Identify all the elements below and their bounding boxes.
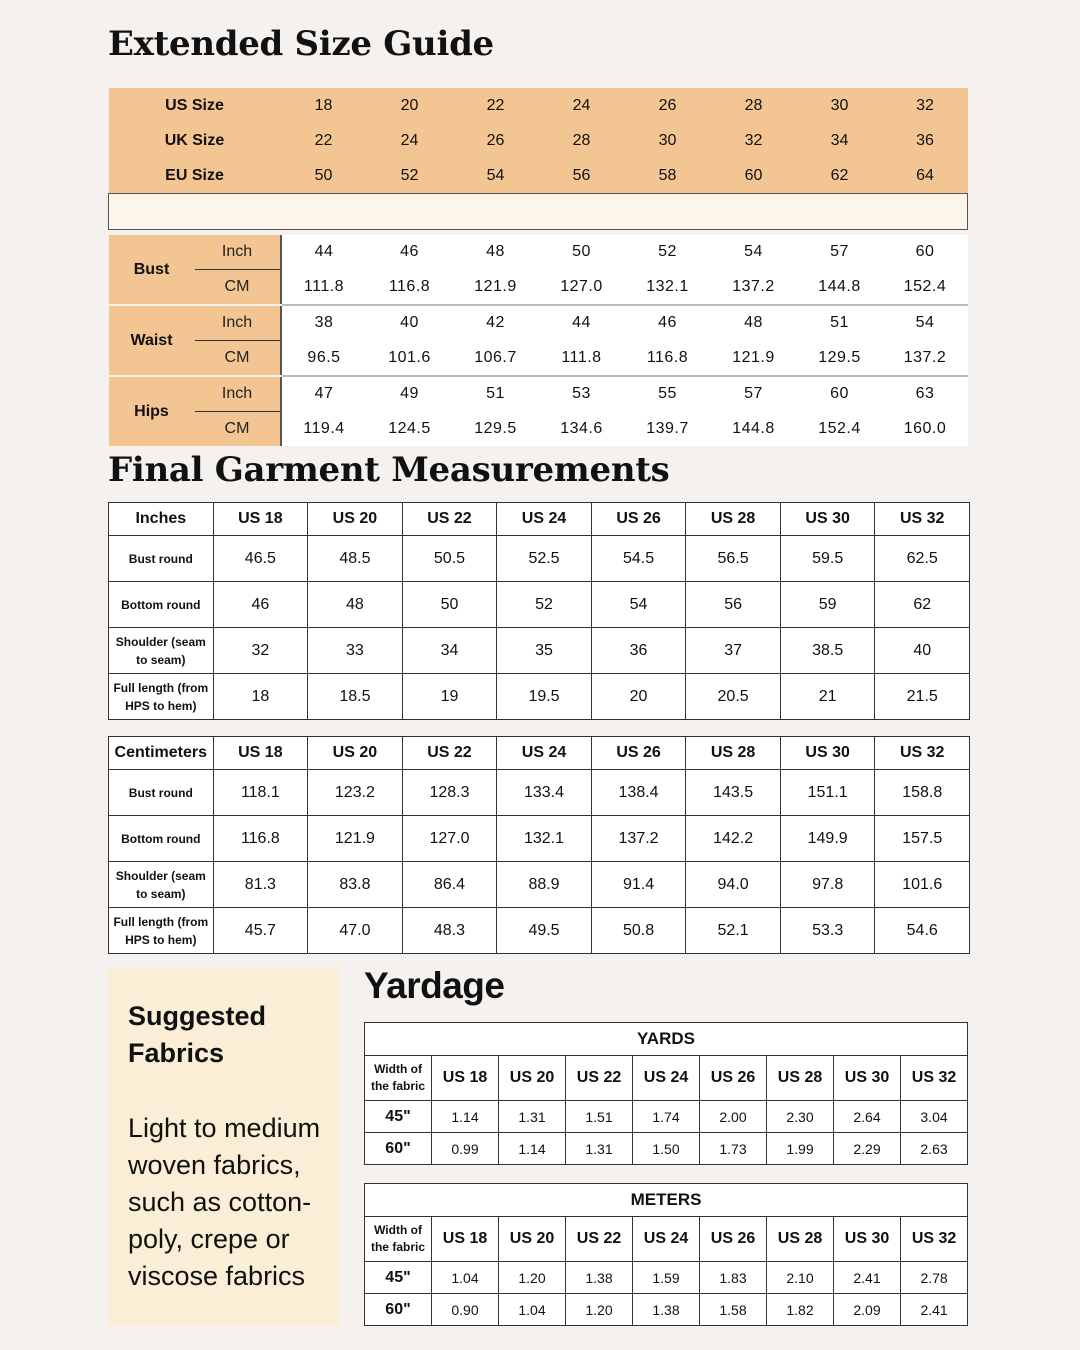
size-header: US 32 [901,1056,968,1101]
size-header: US 30 [834,1056,901,1101]
fabric-width: 45" [365,1101,432,1133]
garment-value: 86.4 [402,862,497,908]
yardage-value: 1.31 [499,1101,566,1133]
garment-value: 52.1 [686,908,781,954]
garment-table-inches [108,502,970,720]
garment-row-label: Shoulder (seam to seam) [109,628,214,674]
measurement-value: 101.6 [367,341,453,377]
garment-value: 118.1 [213,770,308,816]
measurement-value: 63 [883,376,968,412]
unit-label: CM [195,412,281,447]
garment-row-label: Bottom round [109,816,214,862]
garment-value: 19 [402,674,497,720]
eu-size-value: 52 [367,158,453,194]
measurement-value: 52 [625,235,711,270]
size-header: US 24 [633,1217,700,1262]
width-label: Width of the fabric [365,1056,432,1101]
garment-value: 46 [213,582,308,628]
garment-value: 38.5 [780,628,875,674]
measurement-value: 144.8 [711,412,797,447]
eu-size-value: 54 [453,158,539,194]
yardage-value: 1.38 [566,1262,633,1294]
unit-label: CM [195,270,281,306]
fabric-width: 60" [365,1294,432,1326]
size-header: US 18 [213,503,308,536]
eu-size-value: 50 [281,158,367,194]
yardage-value: 0.99 [432,1133,499,1165]
eu-size-label: EU Size [109,158,281,194]
garment-value: 54.5 [591,536,686,582]
garment-value: 59.5 [780,536,875,582]
garment-value: 56 [686,582,781,628]
measurement-value: 106.7 [453,341,539,377]
size-header: US 30 [834,1217,901,1262]
garment-value: 142.2 [686,816,781,862]
measurement-value: 51 [797,305,883,341]
yardage-value: 2.64 [834,1101,901,1133]
measurement-value: 134.6 [539,412,625,447]
garment-value: 48.3 [402,908,497,954]
us-size-value: 28 [711,88,797,123]
size-header: US 28 [686,737,781,770]
measurement-value: 60 [797,376,883,412]
garment-value: 21.5 [875,674,970,720]
garment-row [109,674,970,720]
garment-row [109,770,970,816]
size-header: US 24 [497,737,592,770]
measurement-value: 129.5 [797,341,883,377]
measurement-value: 48 [711,305,797,341]
yardage-value: 2.78 [901,1262,968,1294]
yardage-header-row [365,1217,968,1262]
garment-value: 33 [308,628,403,674]
garment-value: 40 [875,628,970,674]
garment-value: 143.5 [686,770,781,816]
garment-value: 46.5 [213,536,308,582]
garment-value: 18 [213,674,308,720]
garment-row-label: Bust round [109,770,214,816]
size-header: US 30 [780,737,875,770]
measurement-value: 137.2 [711,270,797,306]
garment-value: 34 [402,628,497,674]
garment-value: 62 [875,582,970,628]
us-size-value: 30 [797,88,883,123]
garment-row [109,582,970,628]
size-header: US 22 [402,503,497,536]
garment-row [109,862,970,908]
yardage-table-meters [364,1183,968,1326]
yardage-value: 0.90 [432,1294,499,1326]
garment-value: 52 [497,582,592,628]
measurement-name: Hips [109,376,195,446]
size-header: US 32 [875,737,970,770]
size-header: US 26 [700,1056,767,1101]
eu-size-value: 56 [539,158,625,194]
garment-value: 97.8 [780,862,875,908]
size-header: US 22 [566,1056,633,1101]
measurement-value: 152.4 [883,270,968,306]
yardage-value: 1.82 [767,1294,834,1326]
measurement-value: 54 [711,235,797,270]
garment-value: 52.5 [497,536,592,582]
size-header: US 32 [875,503,970,536]
garment-value: 132.1 [497,816,592,862]
size-header: US 32 [901,1217,968,1262]
us-size-value: 20 [367,88,453,123]
garment-row-label: Shoulder (seam to seam) [109,862,214,908]
size-header: US 30 [780,503,875,536]
size-header: US 26 [591,503,686,536]
garment-value: 20.5 [686,674,781,720]
size-guide-title: Extended Size Guide [108,24,494,64]
garment-row-label: Full length (from HPS to hem) [109,674,214,720]
yardage-caption: YARDS [365,1023,968,1056]
uk-size-label: UK Size [109,123,281,158]
garment-value: 50 [402,582,497,628]
unit-label: CM [195,341,281,377]
yardage-value: 2.10 [767,1262,834,1294]
garment-value: 35 [497,628,592,674]
measurement-value: 46 [625,305,711,341]
yardage-value: 1.74 [633,1101,700,1133]
garment-value: 151.1 [780,770,875,816]
yardage-value: 1.38 [633,1294,700,1326]
yardage-value: 1.20 [566,1294,633,1326]
measurement-value: 54 [883,305,968,341]
garment-value: 18.5 [308,674,403,720]
garment-value: 116.8 [213,816,308,862]
measurement-value: 132.1 [625,270,711,306]
measurement-value: 116.8 [625,341,711,377]
eu-size-value: 64 [883,158,968,194]
width-label: Width of the fabric [365,1217,432,1262]
unit-label: Inch [195,235,281,270]
uk-size-value: 26 [453,123,539,158]
size-header: US 28 [767,1056,834,1101]
measurement-value: 51 [453,376,539,412]
size-header: US 26 [591,737,686,770]
garment-value: 121.9 [308,816,403,862]
yardage-value: 1.04 [499,1294,566,1326]
yardage-value: 1.20 [499,1262,566,1294]
measurement-value: 50 [539,235,625,270]
yardage-title: Yardage [364,965,505,1006]
uk-size-value: 24 [367,123,453,158]
measurement-row [109,235,968,270]
garment-row [109,908,970,954]
us-size-row [109,88,968,123]
yardage-value: 1.31 [566,1133,633,1165]
garment-row [109,628,970,674]
uk-size-value: 32 [711,123,797,158]
garment-value: 91.4 [591,862,686,908]
measurement-value: 47 [281,376,367,412]
garment-row-label: Full length (from HPS to hem) [109,908,214,954]
us-size-value: 26 [625,88,711,123]
fabric-width: 45" [365,1262,432,1294]
measurement-value: 57 [797,235,883,270]
uk-size-value: 28 [539,123,625,158]
garment-value: 94.0 [686,862,781,908]
garment-value: 53.3 [780,908,875,954]
yardage-value: 1.99 [767,1133,834,1165]
measurement-value: 124.5 [367,412,453,447]
measurement-value: 152.4 [797,412,883,447]
measurement-value: 53 [539,376,625,412]
garment-value: 37 [686,628,781,674]
garment-row-label: Bust round [109,536,214,582]
us-size-value: 22 [453,88,539,123]
garment-value: 36 [591,628,686,674]
yardage-value: 1.04 [432,1262,499,1294]
size-header: US 20 [499,1056,566,1101]
garment-row-label: Bottom round [109,582,214,628]
garment-value: 50.8 [591,908,686,954]
garment-value: 54.6 [875,908,970,954]
us-size-value: 32 [883,88,968,123]
garment-value: 101.6 [875,862,970,908]
garment-value: 137.2 [591,816,686,862]
yardage-table-yards [364,1022,968,1165]
measurement-value: 96.5 [281,341,367,377]
yardage-value: 2.00 [700,1101,767,1133]
yardage-value: 1.58 [700,1294,767,1326]
us-size-value: 24 [539,88,625,123]
suggested-fabrics-text: Light to medium woven fabrics, such as cotton-poly, crepe or viscose fabrics [128,1113,321,1291]
measurement-value: 119.4 [281,412,367,447]
size-header: US 28 [686,503,781,536]
uk-size-value: 36 [883,123,968,158]
yardage-value: 2.30 [767,1101,834,1133]
garment-value: 133.4 [497,770,592,816]
yardage-value: 1.59 [633,1262,700,1294]
yardage-value: 1.50 [633,1133,700,1165]
garment-value: 32 [213,628,308,674]
measurement-value: 121.9 [453,270,539,306]
unit-label: Inch [195,376,281,412]
yardage-value: 2.29 [834,1133,901,1165]
measurement-value: 144.8 [797,270,883,306]
yardage-header-row [365,1056,968,1101]
measurement-name: Waist [109,305,195,376]
garment-value: 127.0 [402,816,497,862]
uk-size-row [109,123,968,158]
garment-title: Final Garment Measurements [108,450,670,490]
garment-value: 157.5 [875,816,970,862]
garment-row [109,536,970,582]
measurement-row [109,376,968,412]
yardage-value: 2.41 [901,1294,968,1326]
uk-size-value: 22 [281,123,367,158]
measurement-value: 137.2 [883,341,968,377]
measurement-value: 48 [453,235,539,270]
size-header: US 24 [497,503,592,536]
garment-value: 88.9 [497,862,592,908]
garment-value: 138.4 [591,770,686,816]
measurement-value: 139.7 [625,412,711,447]
measurement-value: 57 [711,376,797,412]
measurement-value: 42 [453,305,539,341]
uk-size-value: 34 [797,123,883,158]
size-header: US 26 [700,1217,767,1262]
size-header: US 18 [213,737,308,770]
garment-value: 47.0 [308,908,403,954]
garment-header-row [109,503,970,536]
measurement-row [109,270,968,306]
unit-header: Centimeters [109,737,214,770]
measurement-value: 111.8 [539,341,625,377]
size-header: US 22 [402,737,497,770]
size-header: US 18 [432,1217,499,1262]
garment-value: 83.8 [308,862,403,908]
size-header: US 20 [308,503,403,536]
size-guide-table [108,88,967,446]
eu-size-row [109,158,968,194]
us-size-value: 18 [281,88,367,123]
garment-value: 49.5 [497,908,592,954]
measurement-value: 49 [367,376,453,412]
unit-header: Inches [109,503,214,536]
measurement-value: 44 [539,305,625,341]
garment-value: 128.3 [402,770,497,816]
garment-value: 45.7 [213,908,308,954]
measurement-value: 46 [367,235,453,270]
garment-value: 48.5 [308,536,403,582]
garment-header-row [109,737,970,770]
measurement-value: 111.8 [281,270,367,306]
garment-value: 123.2 [308,770,403,816]
measurement-value: 55 [625,376,711,412]
uk-size-value: 30 [625,123,711,158]
garment-value: 56.5 [686,536,781,582]
fabric-width: 60" [365,1133,432,1165]
measurement-name: Bust [109,235,195,305]
garment-value: 54 [591,582,686,628]
unit-label: Inch [195,305,281,341]
measurement-value: 116.8 [367,270,453,306]
size-guide-spacer [109,194,968,230]
garment-value: 81.3 [213,862,308,908]
size-header: US 18 [432,1056,499,1101]
yardage-row [365,1101,968,1133]
measurement-row [109,341,968,377]
size-header: US 20 [499,1217,566,1262]
measurement-value: 121.9 [711,341,797,377]
size-header: US 28 [767,1217,834,1262]
measurement-value: 44 [281,235,367,270]
measurement-row [109,305,968,341]
yardage-value: 1.51 [566,1101,633,1133]
yardage-value: 2.09 [834,1294,901,1326]
size-header: US 24 [633,1056,700,1101]
yardage-value: 2.41 [834,1262,901,1294]
garment-value: 19.5 [497,674,592,720]
garment-value: 149.9 [780,816,875,862]
suggested-fabrics-title: Suggested Fabrics [128,1001,267,1068]
measurement-row [109,412,968,447]
yardage-value: 1.14 [499,1133,566,1165]
measurement-value: 127.0 [539,270,625,306]
eu-size-value: 58 [625,158,711,194]
garment-value: 62.5 [875,536,970,582]
us-size-label: US Size [109,88,281,123]
yardage-value: 2.63 [901,1133,968,1165]
yardage-value: 3.04 [901,1101,968,1133]
garment-value: 158.8 [875,770,970,816]
size-header: US 20 [308,737,403,770]
eu-size-value: 62 [797,158,883,194]
measurement-value: 40 [367,305,453,341]
yardage-value: 1.14 [432,1101,499,1133]
size-header: US 22 [566,1217,633,1262]
yardage-value: 1.73 [700,1133,767,1165]
yardage-caption: METERS [365,1184,968,1217]
garment-value: 59 [780,582,875,628]
eu-size-value: 60 [711,158,797,194]
yardage-row [365,1262,968,1294]
garment-value: 50.5 [402,536,497,582]
garment-table-centimeters [108,736,970,954]
measurement-value: 129.5 [453,412,539,447]
measurement-value: 160.0 [883,412,968,447]
garment-value: 48 [308,582,403,628]
yardage-row [365,1133,968,1165]
garment-row [109,816,970,862]
yardage-row [365,1294,968,1326]
yardage-value: 1.83 [700,1262,767,1294]
measurement-value: 38 [281,305,367,341]
garment-value: 21 [780,674,875,720]
measurement-value: 60 [883,235,968,270]
garment-value: 20 [591,674,686,720]
